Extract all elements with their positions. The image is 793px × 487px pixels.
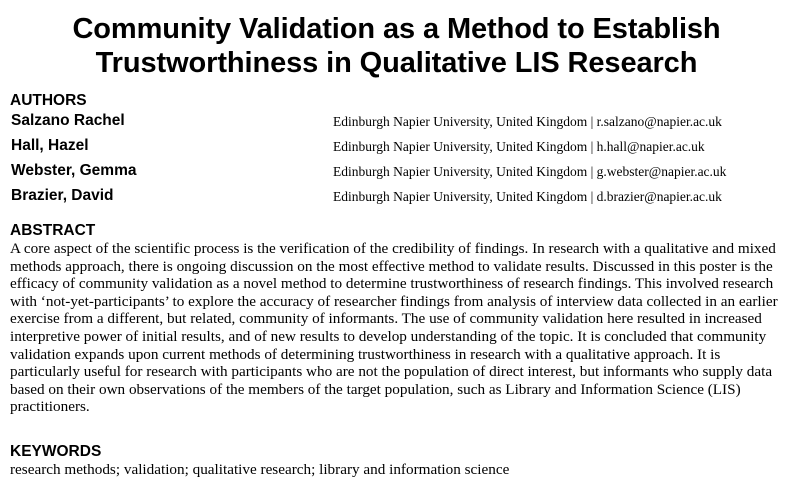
author-affiliation: Edinburgh Napier University, United Kingdom | d.brazier@napier.ac.uk [333,189,722,204]
author-name: Brazier, David [11,187,114,204]
author-affiliation: Edinburgh Napier University, United Kingdom | g.webster@napier.ac.uk [333,164,727,179]
author-row [10,186,785,208]
abstract-body: A core aspect of the scientific process is the verification of the credibility of findings. In research with a qualitative and mixed methods approach, there is ongoing discussion on the most effective method to validate results. Discussed in this poster is the efficacy of community validation as a novel method to determine trustworthiness of research findings. This involved research with ‘not-yet-participants’ to explore the accuracy of researcher findings from analysis of interview data collected in an earlier exercise from a different, but related, community of informants. The use of community validation here resulted in increased interpretive power of initial results, and of new results to develop understanding of the topic. It is concluded that community validation expands upon current methods of determining trustworthiness in research with a qualitative approach. It is particularly useful for research with participants who are not the population of direct interest, but informants who supply data based on their own observations of the members of the target population, such as Library and Information Science (LIS) practitioners. [10,240,778,416]
keywords-list: research methods; validation; qualitative research; library and information science [10,461,510,478]
authors-heading: AUTHORS [10,92,87,109]
author-name: Webster, Gemma [11,162,137,179]
paper-title [0,12,793,80]
author-row [10,111,785,133]
author-affiliation: Edinburgh Napier University, United Kingdom | h.hall@napier.ac.uk [333,139,705,154]
author-row [10,161,785,183]
author-name: Hall, Hazel [11,137,89,154]
abstract-heading: ABSTRACT [10,222,96,239]
author-name: Salzano Rachel [11,112,125,129]
paper-title-line-1: Community Validation as a Method to Establish [72,13,721,45]
author-affiliation: Edinburgh Napier University, United Kingdom | r.salzano@napier.ac.uk [333,114,722,129]
paper-title-line-2: Trustworthiness in Qualitative LIS Research [95,47,698,79]
keywords-heading: KEYWORDS [10,443,102,460]
author-row [10,136,785,158]
